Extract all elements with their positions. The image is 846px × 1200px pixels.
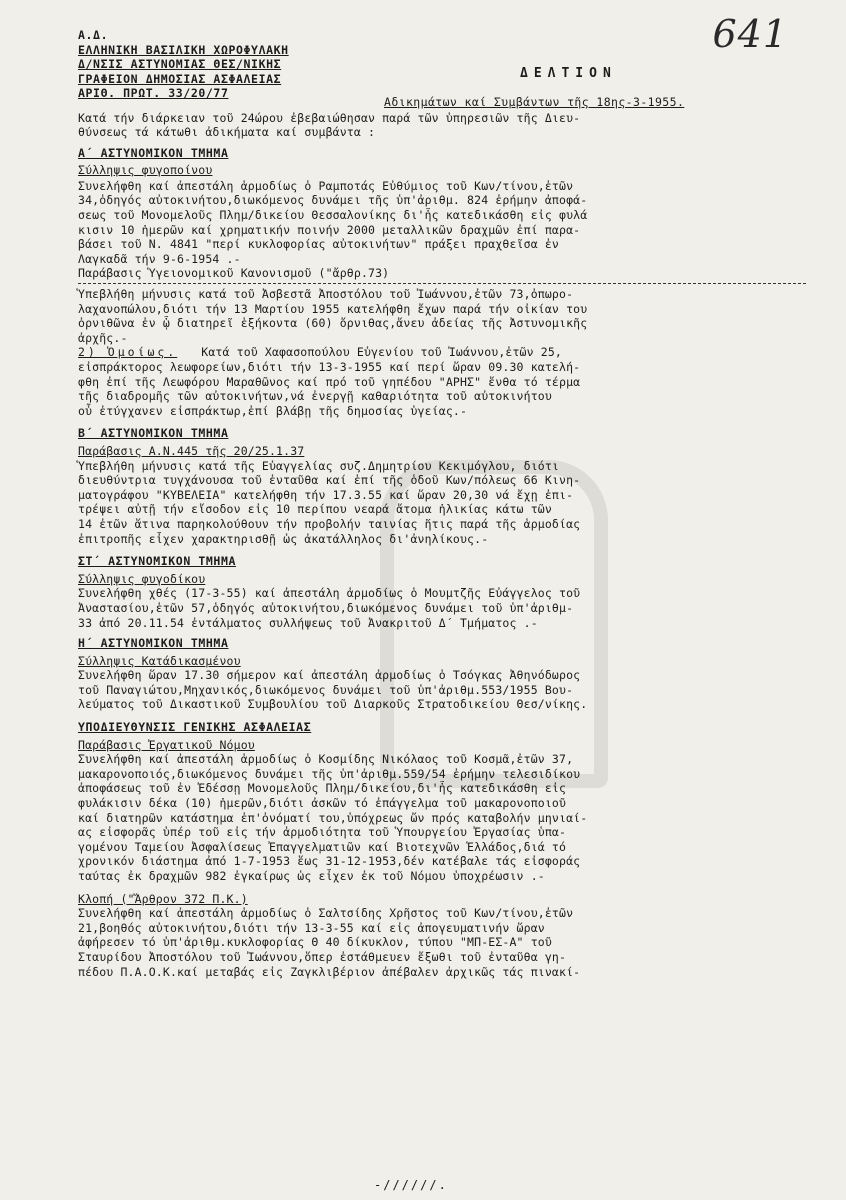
subsection-title: Κλοπή ("Ἄρθρον 372 Π.Κ.) <box>78 891 248 906</box>
text-line: Συνελήφθη καί ἀπεστάλη ἁρμοδίως ὁ Κοσμίδης Νικόλαος τοῦ Κοσμᾶ,ἐτῶν 37, <box>78 752 574 767</box>
text-line: Λαγκαδᾶ τήν 9-6-1954 .- <box>78 251 241 266</box>
document-title: ΔΕΛΤΙΟΝ <box>520 66 617 81</box>
text-line: ὀρνιθῶνα ἐν ᾧ διατηρεῖ ἑξήκοντα (60) ὄρνιθας,ἄνευ ἀδείας τῆς Ἀστυνομικῆς <box>78 316 588 331</box>
text-line: Συνελήφθη ὥραν 17.30 σήμερον καί ἀπεστάλη ἁρμοδίως ὁ Τσόγκας Ἀθηνόδωρος <box>78 668 581 683</box>
header-line: ΕΛΛΗΝΙΚΗ ΒΑΣΙΛΙΚΗ ΧΩΡΟΦΥΛΑΚΗ <box>78 42 289 57</box>
text-line: Συνελήφθη καί ἀπεστάλη ἁρμοδίως ὁ Σαλτσίδης Χρῆστος τοῦ Κων/τίνου,ἐτῶν <box>78 906 574 921</box>
handwritten-page-number: 641 <box>712 12 788 56</box>
text-line: 33 ἀπό 20.11.54 ἐντάλματος συλλήψεως τοῦ Ἀνακριτοῦ Δ΄ Τμήματος .- <box>78 615 538 630</box>
text-line: πέδου Π.Α.Ο.Κ.καί μεταβάς εἰς Ζαγκλιβέριον ἀπέβαλεν ἀρχικῶς τάς πινακί- <box>78 964 581 979</box>
subsection-title: Παράβασις Ἐργατικοῦ Νόμου <box>78 737 255 752</box>
text-line: 21,βοηθός αὐτοκινήτου,διότι τήν 13-3-55 καί εἰς ἀπογευματινήν ὥραν <box>78 920 545 935</box>
text-line: 34,ὁδηγός αὐτοκινήτου,διωκόμενος δυνάμει τῆς ὑπ'ἀριθμ. 824 ἐρήμην ἀποφά- <box>78 193 588 208</box>
text-line: τῆς διαδρομῆς τῶν αὐτοκινήτων,νά ἐνεργῇ καθαριότητα τοῦ αὐτοκινήτου <box>78 389 552 404</box>
text-line: εἰσπράκτορος λεωφορείων,διότι τήν 13-3-1955 καί περί ὥραν 09.30 κατελή- <box>78 360 581 374</box>
text-line: χρονικόν διάστημα ἀπό 1-7-1953 ἕως 31-12-1953,δέν κατέβαλε τάς εἰσφοράς <box>78 854 581 869</box>
text-line: λεύματος τοῦ Δικαστικοῦ Συμβουλίου τοῦ Διαρκοῦς Στρατοδικείου Θεσ/νίκης. <box>78 697 588 712</box>
document-subject: Αδικημάτων καί Συμβάντων τῆς 18ης-3-1955. <box>384 95 685 109</box>
text-line: ἀρχῆς.- <box>78 330 128 345</box>
section-title: ΣΤ΄ ΑΣΤΥΝΟΜΙΚΟΝ ΤΜΗΜΑ <box>78 554 236 569</box>
text-line: διευθύντρια τυγχάνουσα τοῦ ἐνταῦθα καί ἐπί τῆς ὁδοῦ Κων/πόλεως 66 Κινη- <box>78 473 581 488</box>
text-line: ας εἰσφορᾶς ὑπέρ τοῦ εἰς τήν ἁρμοδιότητα τοῦ Ὑπουργείου Ἐργασίας ὑπα- <box>78 825 567 840</box>
text-line: ταύτας ἐκ δραχμῶν 982 ἐγκαίρως ὡς εἶχεν ἐκ τοῦ Νόμου ὑποχρέωσιν .- <box>78 869 545 883</box>
text-line: ἀφήρεσεν τό ὑπ'ἀριθμ.κυκλοφορίας Θ 40 δίκυκλον, τύπου "ΜΠ-ΕΣ-Α" τοῦ <box>78 935 552 950</box>
header-block <box>78 28 806 101</box>
text-line: βάσει τοῦ Ν. 4841 "περί κυκλοφορίας αὐτοκινήτων" πράξει πραχθεῖσα ἐν <box>78 237 560 252</box>
page-continuation-mark: -//////. <box>374 1178 448 1192</box>
subsection-title: Παράβασις Ὑγειονομικοῦ Κανονισμοῦ ("ἄρθρ.73) <box>78 266 806 284</box>
text-line: Συνελήφθη καί ἀπεστάλη ἁρμοδίως ὁ Ραμποτάς Εὐθύμιος τοῦ Κων/τίνου,ἐτῶν <box>78 178 574 193</box>
subsection-title: Παράβασις Α.Ν.445 τῆς 20/25.1.37 <box>78 443 305 458</box>
intro-line: θύνσεως τά κάτωθι ἀδικήματα καί συμβάντα : <box>78 125 376 140</box>
item-label: 2) Ὁμοίως. <box>78 345 178 360</box>
text-line: τρέψει αὐτῇ τήν εἴσοδον εἰς 10 περίπου νεαρά ἄτομα ἡλικίας κάτω τῶν <box>78 502 552 517</box>
text-line: 14 ἐτῶν ἅτινα παρηκολούθουν τήν προβολήν ταινίας ἥτις παρά τῆς ἁρμοδίας <box>78 516 581 531</box>
text-line: φθη ἐπί τῆς Λεωφόρου Μαραθῶνος καί πρό τοῦ γηπέδου "ΑΡΗΣ" ἔνθα τό τέρμα <box>78 374 581 389</box>
archive-watermark <box>380 460 608 788</box>
header-line: ΓΡΑΦΕΙΟΝ ΔΗΜΟΣΙΑΣ ΑΣΦΑΛΕΙΑΣ <box>78 71 282 86</box>
text-line: Συνελήφθη χθές (17-3-55) καί ἀπεστάλη ἁρμοδίως ὁ Μουμτζῆς Εὐάγγελος τοῦ <box>78 586 581 601</box>
text-line: σεως τοῦ Μονομελοῦς Πλημ/δικείου Θεσσαλονίκης δι'ἧς κατεδικάσθη εἰς φυλά <box>78 208 588 223</box>
header-line: Δ/ΝΣΙΣ ΑΣΤΥΝΟΜΙΑΣ ΘΕΣ/ΝΙΚΗΣ <box>78 57 282 71</box>
text-line: μακαρονοποιός,διωκόμενος δυνάμει τῆς ὑπ'ἀριθμ.559/54 ἐρήμην τελεσιδίκου <box>78 766 581 781</box>
text-line: Σταυρίδου Ἀποστόλου τοῦ Ἰωάννου,ὅπερ ἐστάθμευεν ἔξωθι τοῦ ἐνταῦθα γη- <box>78 949 567 964</box>
text-line: Ὑπεβλήθη μήνυσις κατά τοῦ Ἀσβεστᾶ Ἀποστόλου τοῦ Ἰωάννου,ἐτῶν 73,ὀπωρο- <box>78 287 574 302</box>
text-line: φυλάκισιν δέκα (10) ἡμερῶν,διότι ἀσκῶν τό ἐπάγγελμα τοῦ μακαρονοποιοῦ <box>78 796 567 811</box>
section-title: Β΄ ΑΣΤΥΝΟΜΙΚΟΝ ΤΜΗΜΑ <box>78 426 229 441</box>
text-line: οὗ ἐτύγχανεν εἰσπράκτωρ,ἐπί βλάβῃ τῆς δημοσίας ὑγείας.- <box>78 403 468 418</box>
text-line: κισιν 10 ἡμερῶν καί χρηματικήν ποινήν 2000 μεταλλικῶν δραχμῶν ἐπί παρα- <box>78 222 581 237</box>
text-line: ματογράφου "ΚΥΒΕΛΕΙΑ" κατελήφθη τήν 17.3.55 καί ὥραν 20,30 νά ἔχῃ ἐπι- <box>78 487 574 502</box>
intro-line: Κατά τήν διάρκειαν τοῦ 24ώρου ἐβεβαιώθησαν παρά τῶν ὑπηρεσιῶν τῆς Διευ- <box>78 110 581 125</box>
text-line: Ὑπεβλήθη μήνυσις κατά τῆς Εὐαγγελίας συζ.Δημητρίου Κεκιμόγλου, διότι <box>78 458 560 473</box>
text-line: γομένου Ταμείου Ἀσφαλίσεως Ἐπαγγελματιῶν καί Βιοτεχνῶν Ἑλλάδος,διά τό <box>78 839 567 854</box>
section-title: ΥΠΟΔΙΕΥΘΥΝΣΙΣ ΓΕΝΙΚΗΣ ΑΣΦΑΛΕΙΑΣ <box>78 720 312 735</box>
text-line: λαχανοπώλου,διότι τήν 13 Μαρτίου 1955 κατελήφθη ἔχων παρά τήν οἰκίαν του <box>78 301 588 316</box>
text-line: Ἀναστασίου,ἐτῶν 57,ὁδηγός αὐτοκινήτου,διωκόμενος δυνάμει τοῦ ὑπ'ἀριθμ- <box>78 600 574 615</box>
header-line: Α.Δ. <box>78 28 109 42</box>
section-title: Α΄ ΑΣΤΥΝΟΜΙΚΟΝ ΤΜΗΜΑ <box>78 145 229 160</box>
text-line: ἐπιτροπῆς εἶχεν χαρακτηρισθῇ ὡς ἀκατάλληλος δι'ἀνηλίκους.- <box>78 531 489 546</box>
text-line: τοῦ Παναγιώτου,Μηχανικός,διωκόμενος δυνάμει τοῦ ὑπ'ἀριθμ.553/1955 Βου- <box>78 682 574 697</box>
subsection-title: Σύλληψις φυγοποίνου <box>78 163 213 178</box>
text-line: καί διατηρῶν κατάστημα ἐπ'ὀνόματί του,ὑπόχρεως ὤν πρός καταβολήν μηνιαί- <box>78 810 588 825</box>
text-line <box>78 345 806 360</box>
subsection-title: Σύλληψις φυγοδίκου <box>78 571 206 586</box>
text-fragment: Κατά τοῦ Χαφασοπούλου Εὐγενίου τοῦ Ἰωάννου,ἐτῶν 25, <box>201 345 563 360</box>
subsection-title: Σύλληψις Κατάδικασμένου <box>78 653 241 668</box>
section-title: Η΄ ΑΣΤΥΝΟΜΙΚΟΝ ΤΜΗΜΑ <box>78 636 229 651</box>
protocol-number: ΑΡΙΘ. ΠΡΩΤ. 33/20/77 <box>78 86 229 100</box>
text-line: ἀποφάσεως τοῦ ἐν Ἐδέσσῃ Μονομελοῦς Πλημ/δικείου,δι'ἧς κατεδικάσθη εἰς <box>78 781 567 796</box>
